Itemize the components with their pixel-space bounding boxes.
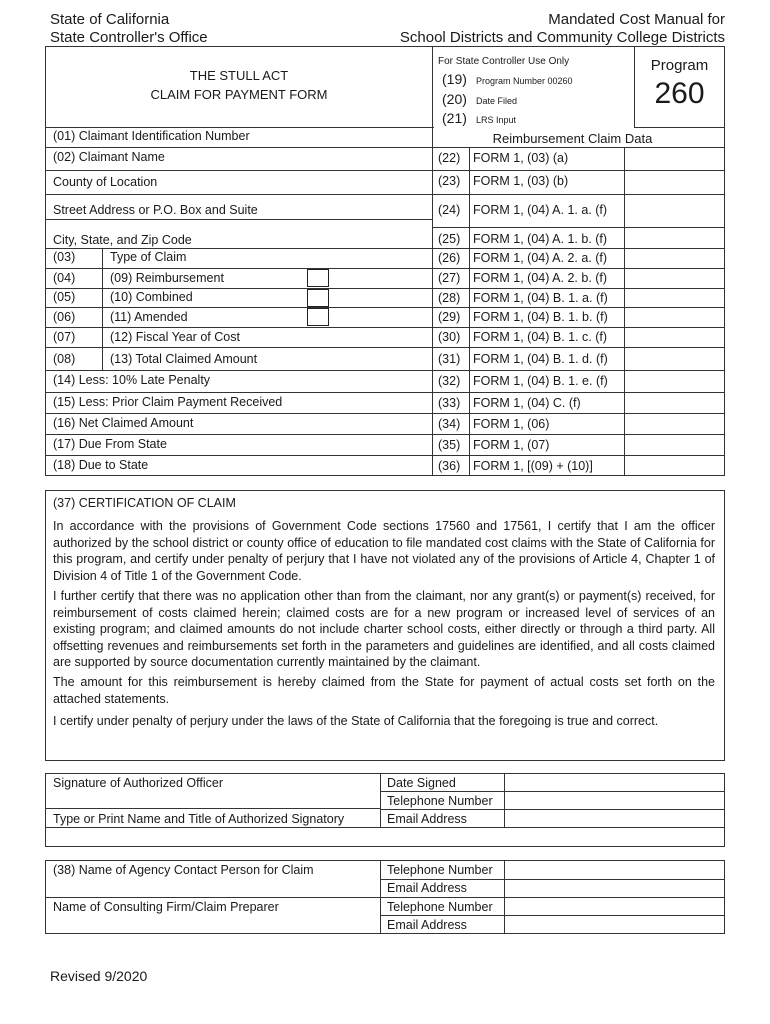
- late-penalty-label: (14) Less: 10% Late Penalty: [53, 373, 211, 387]
- reimbursement-row-amount-field[interactable]: [625, 308, 724, 325]
- header-manual-line2: School Districts and Community College Districts: [399, 29, 725, 46]
- consulting-firm-field[interactable]: [46, 916, 379, 932]
- reimbursement-row-number: (23): [438, 174, 461, 188]
- field-21-label: LRS Input: [476, 115, 517, 125]
- amended-label: (11) Amended: [110, 310, 188, 324]
- reimbursement-row-amount-field[interactable]: [625, 394, 724, 411]
- program-number: 260: [654, 77, 705, 110]
- field-19-number: (19): [442, 71, 467, 87]
- date-signed-field[interactable]: [505, 774, 724, 790]
- contact-email-label: Email Address: [387, 881, 467, 895]
- prior-payment-label: (15) Less: Prior Claim Payment Received: [53, 395, 283, 409]
- reimbursement-row-amount-field[interactable]: [625, 457, 724, 474]
- reimbursement-row-number: (28): [438, 291, 461, 305]
- field-19-label: Program Number 00260: [476, 76, 573, 86]
- reimbursement-row-number: (29): [438, 310, 461, 324]
- signatory-email-field[interactable]: [505, 810, 724, 826]
- reimbursement-row-label: FORM 1, (04) A. 1. a. (f): [473, 203, 608, 217]
- certification-heading: (37) CERTIFICATION OF CLAIM: [53, 496, 236, 510]
- reimbursement-row-number: (35): [438, 438, 461, 452]
- signatory-email-label: Email Address: [387, 812, 467, 826]
- reimbursement-label: (09) Reimbursement: [110, 271, 224, 285]
- reimbursement-row-label: FORM 1, (06): [473, 417, 550, 431]
- reimbursement-row-label: FORM 1, (04) C. (f): [473, 396, 581, 410]
- signature-field[interactable]: [46, 791, 379, 807]
- reimbursement-row-number: (25): [438, 232, 461, 246]
- reimbursement-row-amount-field[interactable]: [625, 201, 724, 218]
- field-02-claimant-name: (02) Claimant Name: [53, 150, 165, 164]
- reimbursement-row-number: (34): [438, 417, 461, 431]
- reimbursement-row-label: FORM 1, (04) B. 1. d. (f): [473, 352, 608, 366]
- form-title-line1: THE STULL ACT: [189, 68, 289, 83]
- form-title-line2: CLAIM FOR PAYMENT FORM: [150, 87, 328, 102]
- due-from-state-label: (17) Due From State: [53, 437, 167, 451]
- combined-checkbox[interactable]: [307, 289, 329, 307]
- contact-email-field[interactable]: [505, 880, 724, 896]
- reimbursement-row-number: (32): [438, 374, 461, 388]
- date-signed-label: Date Signed: [387, 776, 456, 790]
- reimbursement-row-amount-field[interactable]: [625, 230, 724, 247]
- reimbursement-data-heading: Reimbursement Claim Data: [492, 131, 653, 146]
- reimbursement-checkbox[interactable]: [307, 269, 329, 287]
- reimbursement-row-label: FORM 1, (04) B. 1. b. (f): [473, 310, 608, 324]
- certification-paragraph-3: The amount for this reimbursement is hereby claimed from the State for payment of actual costs set forth on the attached statements.: [53, 675, 715, 706]
- city-state-zip: City, State, and Zip Code: [53, 233, 192, 247]
- reimbursement-row-number: (22): [438, 151, 461, 165]
- reimbursement-row-amount-field[interactable]: [625, 436, 724, 453]
- preparer-email-field[interactable]: [505, 916, 724, 933]
- total-claimed-label: (13) Total Claimed Amount: [110, 352, 258, 366]
- reimbursement-row-number: (30): [438, 330, 461, 344]
- field-07-number: (07): [53, 330, 76, 344]
- agency-contact-field[interactable]: [46, 880, 379, 896]
- header-agency-line1: State of California: [50, 11, 170, 28]
- contact-telephone-label: Telephone Number: [387, 863, 493, 877]
- reimbursement-row-number: (27): [438, 271, 461, 285]
- reimbursement-row-label: FORM 1, (04) B. 1. c. (f): [473, 330, 608, 344]
- reimbursement-row-amount-field[interactable]: [625, 249, 724, 266]
- county-of-location: County of Location: [53, 175, 158, 189]
- reimbursement-row-label: FORM 1, (04) B. 1. a. (f): [473, 291, 608, 305]
- reimbursement-row-label: FORM 1, (04) A. 2. b. (f): [473, 271, 608, 285]
- consulting-firm-label: Name of Consulting Firm/Claim Preparer: [53, 900, 279, 914]
- reimbursement-row-amount-field[interactable]: [625, 172, 724, 189]
- reimbursement-row-amount-field[interactable]: [625, 372, 724, 389]
- reimbursement-row-label: FORM 1, (03) (a): [473, 151, 569, 165]
- reimbursement-row-amount-field[interactable]: [625, 350, 724, 367]
- header-manual-line1: Mandated Cost Manual for: [548, 11, 725, 28]
- reimbursement-row-amount-field[interactable]: [625, 149, 724, 166]
- preparer-telephone-field[interactable]: [505, 898, 724, 914]
- field-20-number: (20): [442, 91, 467, 107]
- signatory-telephone-label: Telephone Number: [387, 794, 493, 808]
- reimbursement-row-amount-field[interactable]: [625, 289, 724, 306]
- signatory-name-field[interactable]: [46, 828, 724, 846]
- reimbursement-row-label: FORM 1, (04) B. 1. e. (f): [473, 374, 608, 388]
- type-of-claim-label: Type of Claim: [110, 250, 187, 264]
- field-04-number: (04): [53, 271, 76, 285]
- reimbursement-row-label: FORM 1, [(09) + (10)]: [473, 459, 593, 473]
- agency-contact-label: (38) Name of Agency Contact Person for Claim: [53, 863, 314, 877]
- reimbursement-row-label: FORM 1, (03) (b): [473, 174, 569, 188]
- signature-label: Signature of Authorized Officer: [53, 776, 224, 790]
- amended-checkbox[interactable]: [307, 308, 329, 326]
- preparer-email-label: Email Address: [387, 918, 467, 932]
- reimbursement-row-number: (24): [438, 203, 461, 217]
- reimbursement-row-amount-field[interactable]: [625, 415, 724, 432]
- signatory-name-label: Type or Print Name and Title of Authorized Signatory: [53, 812, 345, 826]
- reimbursement-row-number: (31): [438, 352, 461, 366]
- net-claimed-label: (16) Net Claimed Amount: [53, 416, 194, 430]
- certification-paragraph-2: I further certify that there was no application other than from the claimant, nor any grant(s) or payment(s) received, for reimbursement of costs claimed herein; claimed costs are for a new program or increased level of services of an existing program; and claimed amounts do not include charter school costs, either directly or through a third party. All offsetting revenues and reimbursements set forth in the parameters and guidelines are identified, and all costs claimed are supported by source documentation currently maintained by the claimant.: [53, 589, 715, 669]
- certification-paragraph-1: In accordance with the provisions of Government Code sections 17560 and 17561, I certify that I am the officer authorized by the school district or county office of education to file mandated cost claims with the State of California for this program, and certify under penalty of perjury that I have not violated any of the provisions of Article 4, Chapter 1 of Division 4 of Title 1 of the Government Code.: [53, 519, 715, 583]
- preparer-telephone-label: Telephone Number: [387, 900, 493, 914]
- fiscal-year-label: (12) Fiscal Year of Cost: [110, 330, 240, 344]
- reimbursement-row-label: FORM 1, (07): [473, 438, 550, 452]
- contact-telephone-field[interactable]: [505, 861, 724, 878]
- reimbursement-row-number: (33): [438, 396, 461, 410]
- reimbursement-row-amount-field[interactable]: [625, 328, 724, 345]
- due-to-state-label: (18) Due to State: [53, 458, 149, 472]
- field-05-number: (05): [53, 290, 76, 304]
- reimbursement-row-label: FORM 1, (04) A. 2. a. (f): [473, 251, 608, 265]
- program-label: Program: [650, 57, 709, 74]
- field-20-label: Date Filed: [476, 96, 518, 106]
- reimbursement-row-label: FORM 1, (04) A. 1. b. (f): [473, 232, 608, 246]
- field-01-claimant-id: (01) Claimant Identification Number: [53, 129, 250, 143]
- reimbursement-row-number: (36): [438, 459, 461, 473]
- combined-label: (10) Combined: [110, 290, 193, 304]
- reimbursement-row-number: (26): [438, 251, 461, 265]
- field-08-number: (08): [53, 352, 76, 366]
- field-06-number: (06): [53, 310, 76, 324]
- certification-paragraph-4: I certify under penalty of perjury under the laws of the State of California that the foregoing is true and correct.: [53, 714, 659, 728]
- field-03-number: (03): [53, 250, 76, 264]
- street-address: Street Address or P.O. Box and Suite: [53, 203, 258, 217]
- revised-date: Revised 9/2020: [50, 968, 148, 984]
- header-agency-line2: State Controller's Office: [50, 29, 208, 46]
- signatory-telephone-field[interactable]: [505, 792, 724, 808]
- sco-use-heading: For State Controller Use Only: [438, 56, 570, 67]
- reimbursement-row-amount-field[interactable]: [625, 269, 724, 286]
- field-21-number: (21): [442, 110, 467, 126]
